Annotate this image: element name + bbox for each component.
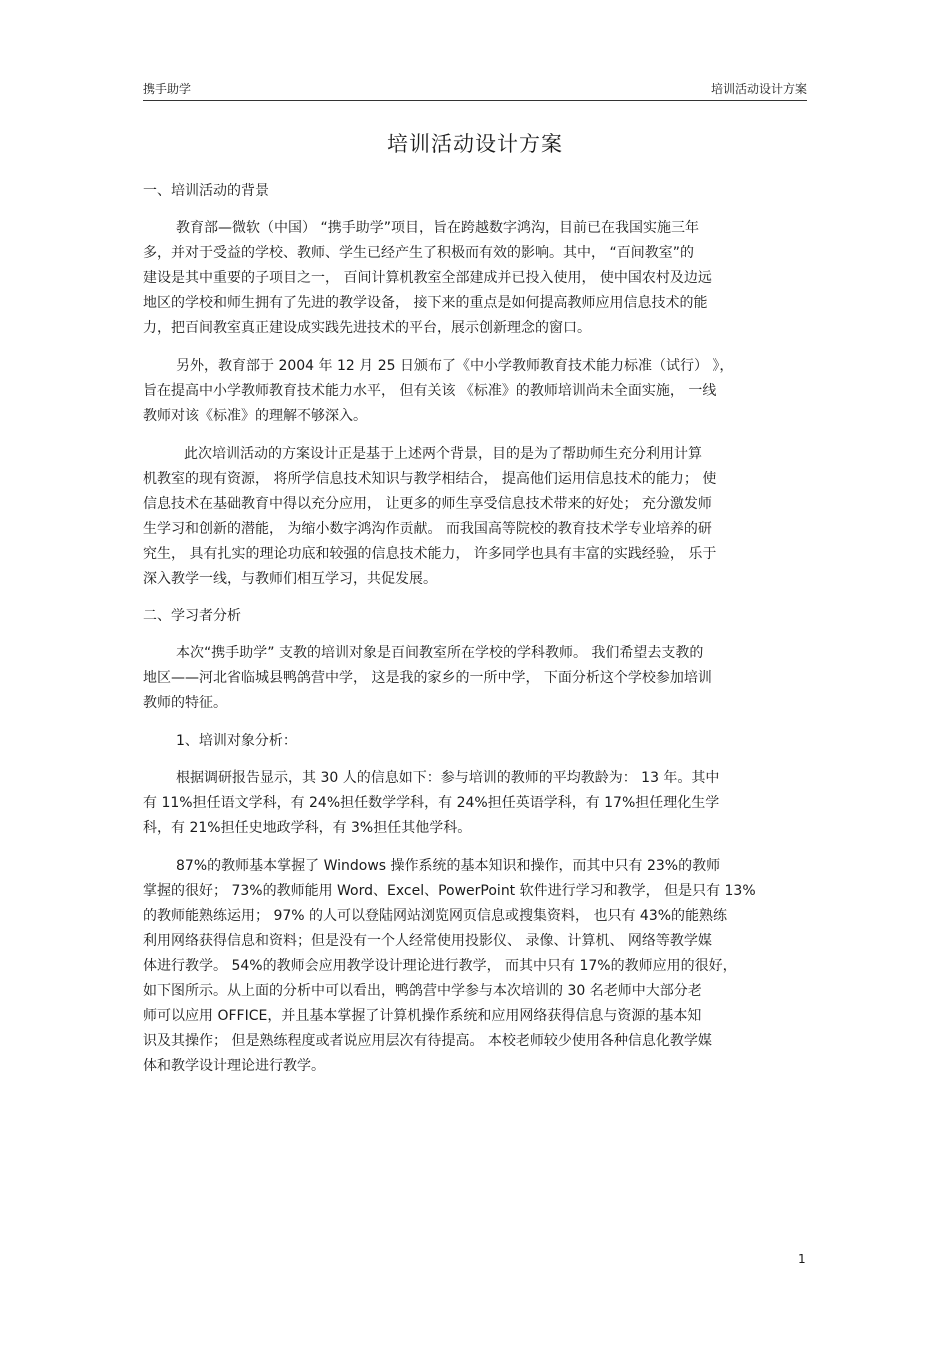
paragraph-line: 究生， 具有扎实的理论功底和较强的信息技术能力， 许多同学也具有丰富的实践经验， 乐于: [143, 546, 717, 562]
paragraph-line: 建设是其中重要的子项目之一， 百间计算机教室全部建成并已投入使用， 使中国农村及边远: [143, 270, 712, 286]
paragraph-line: 科，有 21%担任史地政学科，有 3%担任其他学科。: [143, 820, 472, 836]
section-heading: 二、学习者分析: [143, 608, 241, 624]
paragraph-line: 87%的教师基本掌握了 Windows 操作系统的基本知识和操作，而其中只有 23%的教师: [176, 858, 721, 874]
paragraph-line: 教育部—微软（中国） “携手助学”项目，旨在跨越数字鸿沟，目前已在我国实施三年: [176, 220, 699, 236]
page-number: 1: [798, 1252, 806, 1266]
paragraph-line: 利用网络获得信息和资料；但是没有一个人经常使用投影仪、 录像、计算机、 网络等教学媒: [143, 933, 712, 949]
document-title: 培训活动设计方案: [387, 132, 563, 156]
header-right-text: 培训活动设计方案: [710, 82, 807, 96]
paragraph-line: 教师对该《标准》的理解不够深入。: [143, 408, 367, 424]
paragraph-line: 本次“携手助学” 支教的培训对象是百间教室所在学校的学科教师。 我们希望去支教的: [176, 645, 704, 661]
paragraph-line: 另外，教育部于 2004 年 12 月 25 日颁布了《中小学教师教育技术能力标准（试行） 》，: [176, 358, 734, 374]
section-heading: 一、培训活动的背景: [143, 183, 269, 199]
paragraph-line: 深入教学一线，与教师们相互学习，共促发展。: [143, 571, 437, 587]
paragraph-line: 掌握的很好； 73%的教师能用 Word、Excel、PowerPoint 软件进行学习和教学， 但是只有 13%: [143, 883, 756, 899]
paragraph-line: 生学习和创新的潜能， 为缩小数字鸿沟作贡献。 而我国高等院校的教育技术学专业培养的研: [143, 521, 712, 537]
paragraph-line: 地区——河北省临城县鸭鸽营中学， 这是我的家乡的一所中学， 下面分析这个学校参加培训: [143, 670, 712, 686]
paragraph-line: 识及其操作； 但是熟练程度或者说应用层次有待提高。 本校老师较少使用各种信息化教学媒: [143, 1033, 712, 1049]
paragraph-line: 力，把百间教室真正建设成实践先进技术的平台，展示创新理念的窗口。: [143, 320, 591, 336]
paragraph-line: 机教室的现有资源， 将所学信息技术知识与教学相结合， 提高他们运用信息技术的能力； 使: [143, 471, 717, 487]
paragraph-line: 有 11%担任语文学科，有 24%担任数学学科，有 24%担任英语学科，有 17%担任理化生学: [143, 795, 720, 811]
paragraph-line: 根据调研报告显示，其 30 人的信息如下：参与培训的教师的平均教龄为： 13 年。其中: [176, 770, 720, 786]
paragraph-line: 信息技术在基础教育中得以充分应用， 让更多的师生享受信息技术带来的好处； 充分激发师: [143, 496, 712, 512]
page-header: [143, 78, 807, 101]
paragraph-line: 旨在提高中小学教师教育技术能力水平， 但有关该 《标准》的教师培训尚未全面实施， 一线: [143, 383, 717, 399]
paragraph-line: 多，并对于受益的学校、教师、学生已经产生了积极而有效的影响。其中， “百间教室”的: [143, 245, 694, 261]
paragraph-line: 师可以应用 OFFICE，并且基本掌握了计算机操作系统和应用网络获得信息与资源的基本知: [143, 1008, 702, 1024]
subsection-heading: 1、培训对象分析：: [176, 733, 297, 749]
paragraph-line: 此次培训活动的方案设计正是基于上述两个背景，目的是为了帮助师生充分利用计算: [184, 446, 702, 462]
paragraph-line: 体进行教学。 54%的教师会应用教学设计理论进行教学， 而其中只有 17%的教师应用的很好，: [143, 958, 737, 974]
header-left-text: 携手助学: [143, 82, 192, 96]
paragraph-line: 教师的特征。: [143, 695, 227, 711]
paragraph-line: 地区的学校和师生拥有了先进的教学设备， 接下来的重点是如何提高教师应用信息技术的能: [143, 295, 708, 311]
paragraph-line: 体和教学设计理论进行教学。: [143, 1058, 325, 1074]
paragraph-line: 如下图所示。从上面的分析中可以看出，鸭鸽营中学参与本次培训的 30 名老师中大部分老: [143, 983, 702, 999]
paragraph-line: 的教师能熟练运用； 97% 的人可以登陆网站浏览网页信息或搜集资料， 也只有 43%的能熟练: [143, 908, 728, 924]
